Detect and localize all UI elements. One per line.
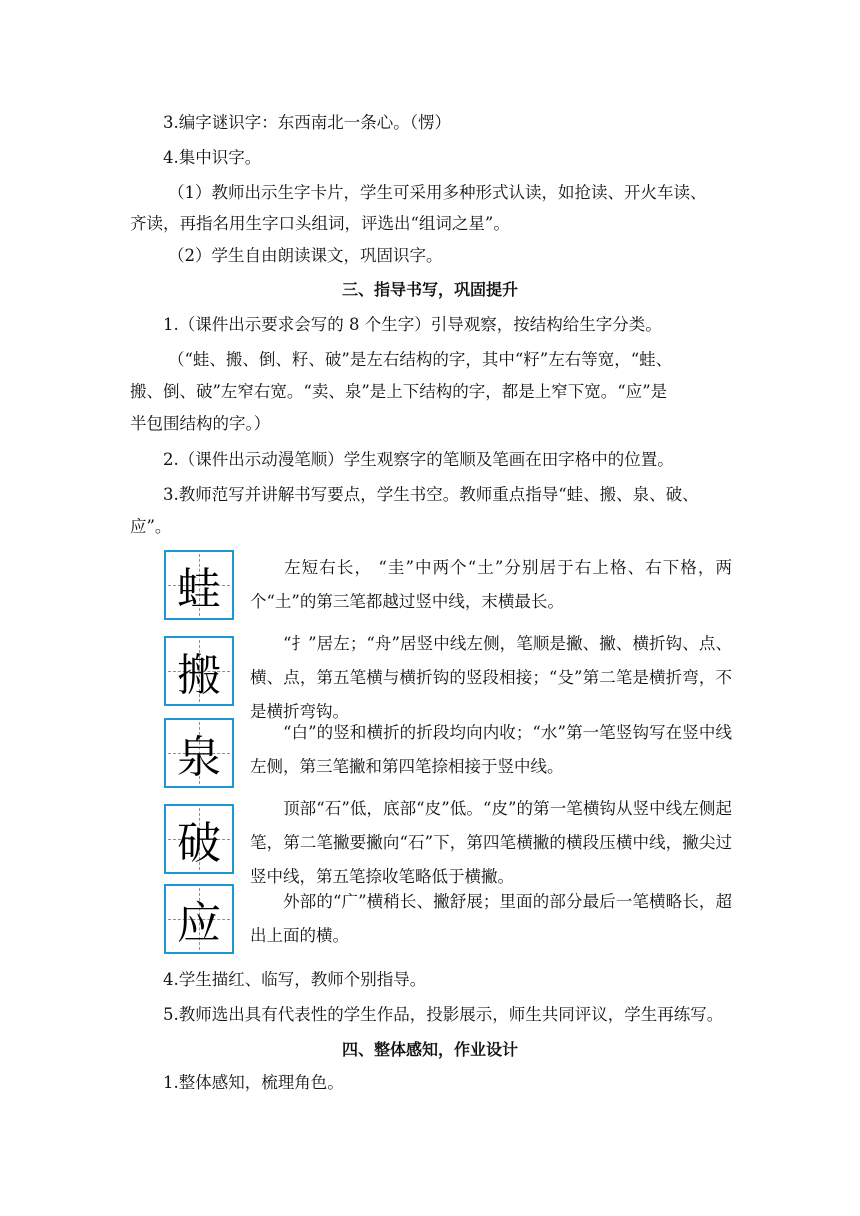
step-4-1-line-1: （1）教师出示生字卡片，学生可采用多种形式认读，如抢读、开火车读、 bbox=[168, 183, 707, 202]
step-3-riddle: 3.编字谜识字：东西南北一条心。（愣） bbox=[163, 113, 451, 132]
grid-character: 破 bbox=[177, 818, 221, 869]
grid-character: 搬 bbox=[177, 650, 221, 701]
section-3-step-4: 4.学生描红、临写，教师个别指导。 bbox=[163, 970, 427, 989]
section-3-step-2: 2.（课件出示动漫笔顺）学生观察字的笔顺及笔画在田字格中的位置。 bbox=[163, 450, 674, 469]
step-4-2: （2）学生自由朗读课文，巩固识字。 bbox=[168, 246, 443, 265]
writing-tip-quan: “白”的竖和横折的折段均向内收；“水”第一笔竖钩写在竖中线左侧，第三笔撇和第四笔捺相接于竖中线。 bbox=[250, 723, 732, 776]
tianzige-grid-po bbox=[164, 804, 234, 874]
tianzige-grid-ying bbox=[164, 884, 234, 954]
grid-character: 泉 bbox=[177, 732, 221, 783]
step-4-1-line-2: 齐读，再指名用生字口头组词，评选出“组词之星”。 bbox=[130, 214, 510, 233]
tianzige-grid-ban bbox=[164, 636, 234, 706]
tianzige-grid-quan bbox=[164, 718, 234, 788]
writing-tip-po: 顶部“石”低，底部“皮”低。“皮”的第一笔横钩从竖中线左侧起笔，第二笔撇要撇向“石”下，第四笔横撇的横段压横中线，撇尖过竖中线，第五笔捺收笔略低于横撇。 bbox=[250, 799, 732, 886]
writing-tip-ying: 外部的“广”横稍长、撇舒展；里面的部分最后一笔横略长，超出上面的横。 bbox=[250, 892, 732, 945]
writing-tip-wa: 左短右长， “圭”中两个“土”分别居于右上格、右下格，两个“土”的第三笔都越过竖中线，末横最长。 bbox=[250, 558, 732, 611]
writing-tip-ban: “扌”居左；“舟”居竖中线左侧，笔顺是撇、撇、横折钩、点、横、点，第五笔横与横折钩的竖段相接；“殳”第二笔是横折弯，不是横折弯钩。 bbox=[250, 634, 732, 721]
section-3-heading: 三、指导书写，巩固提升 bbox=[341, 280, 518, 299]
section-4-step-1: 1.整体感知，梳理角色。 bbox=[163, 1073, 344, 1092]
classification-line-3: 半包围结构的字。） bbox=[130, 414, 271, 433]
classification-line-2: 搬、倒、破”左窄右宽。“卖、泉”是上下结构的字，都是上窄下宽。“应”是 bbox=[130, 382, 668, 401]
tianzige-grid-wa bbox=[164, 550, 234, 620]
step-4-heading: 4.集中识字。 bbox=[163, 148, 262, 167]
grid-character: 应 bbox=[177, 898, 221, 949]
section-4-heading: 四、整体感知，作业设计 bbox=[341, 1040, 518, 1059]
section-3-step-3-line-2: 应”。 bbox=[130, 517, 172, 536]
classification-line-1: （“蛙、搬、倒、籽、破”是左右结构的字，其中“籽”左右等宽，“蛙、 bbox=[168, 350, 673, 369]
section-3-step-3-line-1: 3.教师范写并讲解书写要点，学生书空。教师重点指导“蛙、搬、泉、破、 bbox=[163, 485, 699, 504]
grid-character: 蛙 bbox=[177, 564, 221, 615]
section-3-step-5: 5.教师选出具有代表性的学生作品，投影展示，师生共同评议，学生再练写。 bbox=[163, 1005, 724, 1024]
section-3-step-1: 1.（课件出示要求会写的 8 个生字）引导观察，按结构给生字分类。 bbox=[163, 315, 662, 334]
